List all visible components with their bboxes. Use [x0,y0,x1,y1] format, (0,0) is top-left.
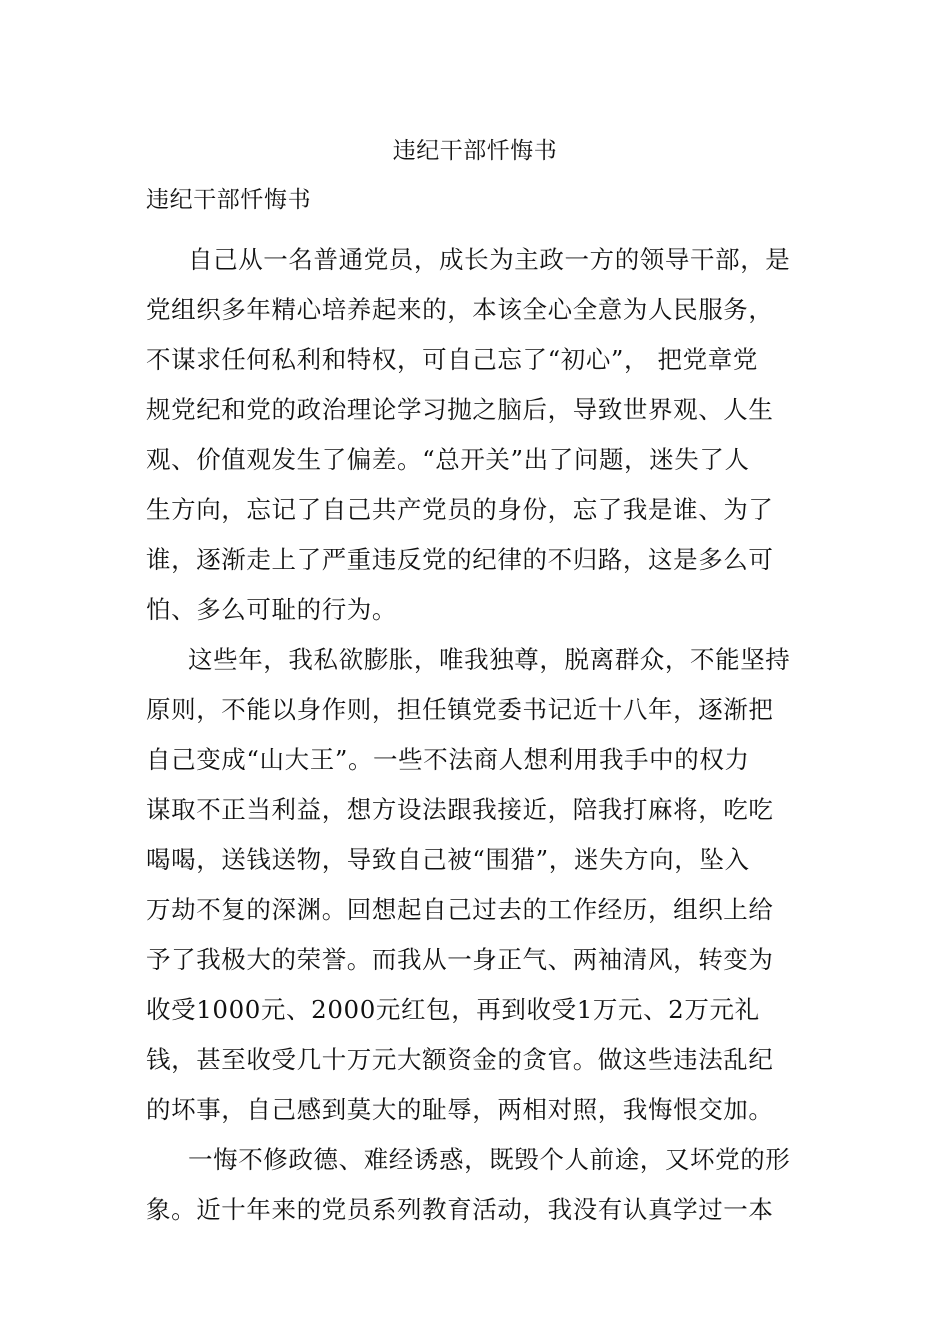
document-title: 违纪干部忏悔书 [392,138,558,164]
document-subtitle: 违纪干部忏悔书 [146,187,312,213]
text-line: 的坏事，自己感到莫大的耻辱，两相对照，我悔恨交加。 [146,1095,774,1124]
text-line: 予了我极大的荣誉。而我从一身正气、两袖清风，转变为 [146,945,774,974]
text-line: 象。近十年来的党员系列教育活动，我没有认真学过一本 [146,1195,774,1224]
text-line: 原则，不能以身作则，担任镇党委书记近十八年，逐渐把 [146,695,774,724]
text-line: 收受1000元、2000元红包，再到收受1万元、2万元礼 [146,995,760,1024]
text-line: 一悔不修政德、难经诱惑，既毁个人前途，又坏党的形 [188,1145,791,1174]
text-line: 喝喝，送钱送物，导致自己被“围猎”，迷失方向，坠入 [146,845,750,874]
text-line: 自己从一名普通党员，成长为主政一方的领导干部，是 [188,245,791,274]
text-line: 党组织多年精心培养起来的，本该全心全意为人民服务， [146,295,774,324]
text-line: 钱，甚至收受几十万元大额资金的贪官。做这些违法乱纪 [146,1045,774,1074]
text-line: 自己变成“山大王”。一些不法商人想利用我手中的权力 [146,745,750,774]
text-line: 万劫不复的深渊。回想起自己过去的工作经历，组织上给 [146,895,774,924]
paragraph-2 [146,635,810,1135]
paragraph-3 [146,1135,810,1235]
text-line: 谋取不正当利益，想方设法跟我接近，陪我打麻将，吃吃 [146,795,774,824]
text-line: 不谋求任何私利和特权，可自己忘了“初心”， 把党章党 [146,345,758,374]
text-line: 谁，逐渐走上了严重违反党的纪律的不归路，这是多么可 [146,545,774,574]
text-line: 怕、多么可耻的行为。 [146,595,397,624]
text-line: 生方向，忘记了自己共产党员的身份，忘了我是谁、为了 [146,495,774,524]
text-line: 观、价值观发生了偏差。“总开关”出了问题，迷失了人 [146,445,750,474]
document-body [146,183,810,1235]
paragraph-1 [146,235,810,635]
text-line: 这些年，我私欲膨胀，唯我独尊，脱离群众，不能坚持 [188,645,791,674]
text-line: 规党纪和党的政治理论学习抛之脑后，导致世界观、人生 [146,395,774,424]
